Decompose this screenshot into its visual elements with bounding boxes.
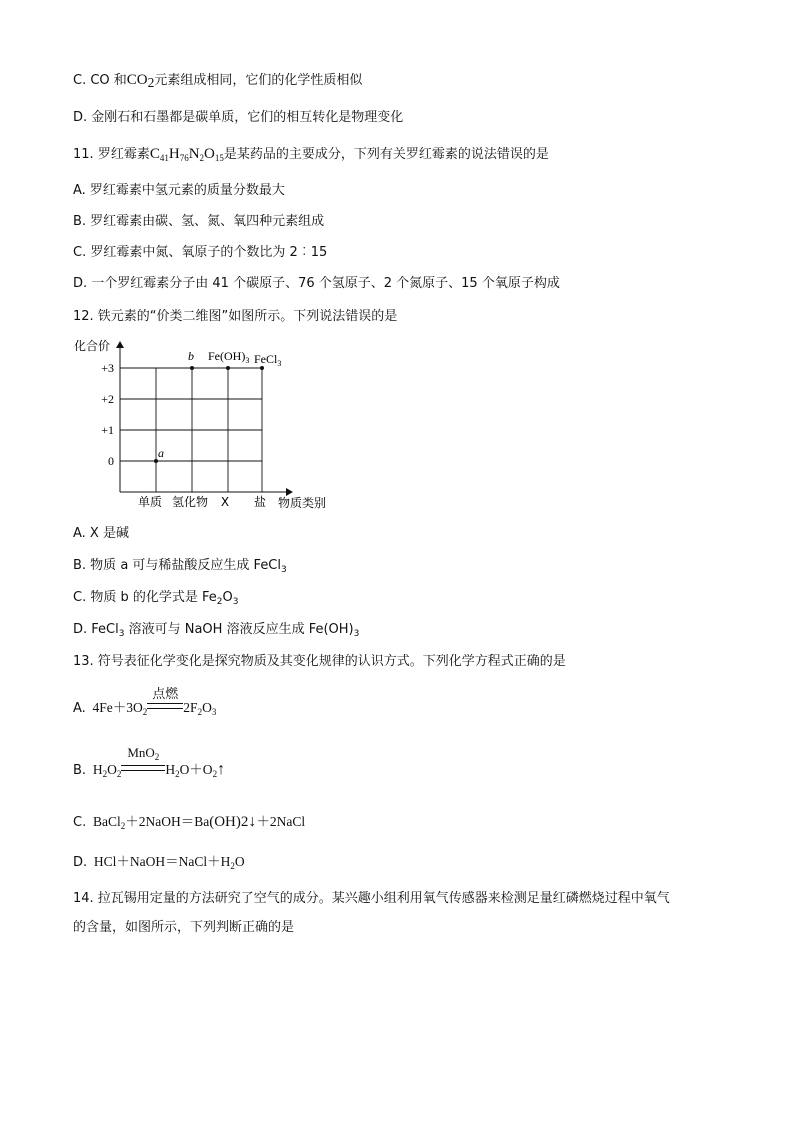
data-point bbox=[190, 366, 194, 370]
q11-option-d: D. 一个罗红霉素分子由 41 个碳原子、76 个氢原子、2 个氮原子、15 个氧原子构成 bbox=[73, 276, 560, 291]
y-tick-label: 0 bbox=[108, 454, 114, 468]
q14-stem-line-2: 的含量，如图所示，下列判断正确的是 bbox=[73, 920, 295, 935]
data-point bbox=[260, 366, 264, 370]
q13-option-d: D. $HCl+NaOH=NaCl+H_2O$ bbox=[73, 854, 245, 871]
precipitate-arrow-icon: ↓ bbox=[248, 813, 257, 830]
x-tick-label: 氢化物 bbox=[171, 495, 209, 509]
y-axis-label: 化合价 bbox=[74, 339, 111, 353]
q11-option-a: A. 罗红霉素中氢元素的质量分数最大 bbox=[73, 183, 285, 198]
q12-option-a: A. X 是碱 bbox=[73, 526, 129, 541]
q10-option-d: D. 金刚石和石墨都是碳单质，它们的相互转化是物理变化 bbox=[73, 110, 404, 125]
data-point-label: b bbox=[188, 349, 194, 363]
q10-option-c: C. CO 和$CO_2$元素组成相同，它们的化学性质相似 bbox=[73, 72, 363, 90]
q12-option-b: B. 物质 a 可与稀盐酸反应生成 FeCl$_3$ bbox=[73, 558, 287, 575]
data-point bbox=[226, 366, 230, 370]
q13-option-c: C. BaCl$_2$＋2NaOH＝Ba(OH)2↓＋2NaCl bbox=[73, 813, 306, 831]
data-point-label: a bbox=[158, 446, 164, 460]
y-tick-label: +2 bbox=[101, 392, 114, 406]
q14-stem-line-1: 14. 拉瓦锡用定量的方法研究了空气的成分。某兴趣小组利用氧气传感器来检测足量红磷燃烧过程中氧气 bbox=[73, 891, 670, 906]
x-tick-label: 单质 bbox=[137, 495, 163, 509]
y-tick-label: +3 bbox=[101, 361, 114, 375]
x-tick-label: 盐 bbox=[253, 495, 267, 509]
q13-option-a: A. $4Fe+3O_2$ 点燃 $2F_2O_3$ bbox=[73, 687, 217, 717]
q12-stem: 12. 铁元素的“价类二维图”如图所示。下列说法错误的是 bbox=[73, 309, 398, 324]
q12-option-d: D. FeCl$_3$ 溶液可与 NaOH 溶液反应生成 $Fe(OH)_3$ bbox=[73, 622, 360, 639]
x-tick-label: X bbox=[220, 495, 230, 509]
x-axis-label: 物质类别 bbox=[278, 496, 327, 510]
reaction-condition: MnO$_2$ bbox=[121, 762, 165, 778]
q12-option-c: C. 物质 b 的化学式是 $Fe_2O_3$ bbox=[73, 590, 239, 607]
data-point-label: $Fe(OH)_3$ bbox=[208, 349, 250, 365]
chart-grid bbox=[120, 368, 262, 492]
gas-arrow-icon: ↑ bbox=[217, 761, 226, 778]
q11-option-c: C. 罗红霉素中氮、氧原子的个数比为 2︰15 bbox=[73, 245, 328, 260]
data-point-label: FeCl$_3$ bbox=[254, 352, 282, 368]
valence-class-chart bbox=[70, 336, 370, 516]
y-tick-label: +1 bbox=[101, 423, 114, 437]
q11-option-b: B. 罗红霉素由碳、氢、氮、氧四种元素组成 bbox=[73, 214, 325, 229]
q11-stem: 11. 罗红霉素$C_{41}H_{76}N_2O_{15}$是某药品的主要成分，下列有关罗红霉素的说法错误的是 bbox=[73, 146, 549, 163]
q13-stem: 13. 符号表征化学变化是探究物质及其变化规律的认识方式。下列化学方程式正确的是 bbox=[73, 654, 566, 669]
reaction-condition: 点燃 bbox=[147, 700, 183, 716]
q13-option-b: B. $H_2O_2$ MnO$_2$ $H_2O+O_2↑$ bbox=[73, 745, 226, 779]
